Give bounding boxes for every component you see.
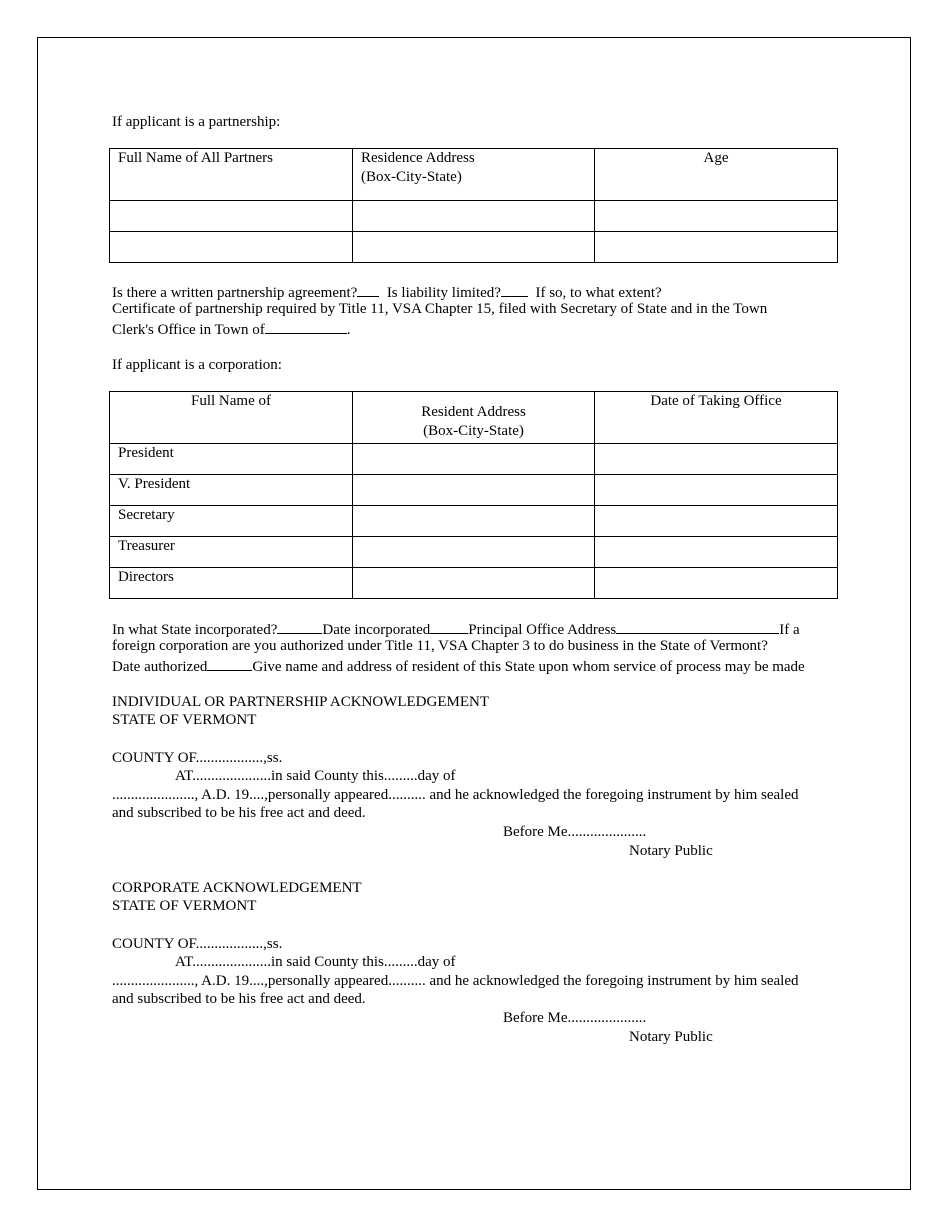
partner-age-cell[interactable] [595,201,838,232]
corporate-ack-title: CORPORATE ACKNOWLEDGEMENT [112,880,362,896]
officer-date-cell[interactable] [595,506,838,537]
partner-address-cell[interactable] [353,201,595,232]
partner-name-cell[interactable] [110,201,353,232]
officer-address-cell[interactable] [353,568,595,599]
table-row [110,537,838,568]
corporate-ack-county: COUNTY OF..................,ss. [112,936,283,952]
state-incorporated-label: In what State incorporated? [112,622,278,638]
officers-name-header: Full Name of [110,392,353,444]
officer-address-cell[interactable] [353,537,595,568]
officer-title-vice-president: V. President [110,475,353,506]
officers-address-header [353,392,595,444]
principal-office-label: Principal Office Address [468,622,617,638]
state-incorporated-blank[interactable] [277,619,322,634]
partners-age-header: Age [595,149,838,201]
principal-office-blank[interactable] [616,619,779,634]
officer-title-treasurer: Treasurer [110,537,353,568]
corporate-ack-notary: Notary Public [629,1029,713,1045]
officers-date-header: Date of Taking Office [595,392,838,444]
date-incorporated-label: Date incorporated [322,622,431,638]
officer-address-cell[interactable] [353,444,595,475]
partner-address-cell[interactable] [353,232,595,263]
corporate-ack-before-me: Before Me..................... [503,1010,647,1026]
foreign-if-label: If a [779,622,800,638]
certificate-line: Certificate of partnership required by Title 11, VSA Chapter 15, filed with Secretary of State and in the Town [112,301,768,317]
town-blank[interactable] [265,319,347,334]
individual-ack-notary: Notary Public [629,843,713,859]
partners-address-header [353,149,595,201]
table-row [110,506,838,537]
officer-date-cell[interactable] [595,568,838,599]
individual-ack-title: INDIVIDUAL OR PARTNERSHIP ACKNOWLEDGEMENT [112,694,490,710]
individual-ack-at: AT.....................in said County this.........day of [175,768,456,784]
partners-address-header-line1: Residence Address [361,150,475,166]
service-of-process-label: Give name and address of resident of this State upon whom service of process may be made [252,659,805,675]
date-authorized-line [112,656,805,676]
officers-address-header-line2: (Box-City-State) [423,423,524,439]
corporate-ack-line2: and subscribed to be his free act and deed. [112,991,366,1007]
corporation-intro: If applicant is a corporation: [112,357,282,373]
partner-age-cell[interactable] [595,232,838,263]
partners-address-header-line2: (Box-City-State) [361,169,462,185]
table-row [110,568,838,599]
liability-question: Is liability limited? [386,285,501,301]
date-authorized-label: Date authorized [112,659,208,675]
corporate-ack-at: AT.....................in said County this.........day of [175,954,456,970]
partnership-question-line1 [112,282,662,302]
partners-table [109,148,838,263]
agreement-question: Is there a written partnership agreement? [112,285,358,301]
individual-ack-line1: ......................, A.D. 19....,personally appeared.......... and he acknowledged the foregoing instrument by him sealed [112,787,799,803]
officers-address-header-line1: Resident Address [421,404,526,420]
officer-date-cell[interactable] [595,444,838,475]
partner-name-cell[interactable] [110,232,353,263]
date-authorized-blank[interactable] [207,656,252,671]
officer-title-directors: Directors [110,568,353,599]
corporate-ack-line1: ......................, A.D. 19....,personally appeared.......... and he acknowledged the foregoing instrument by him sealed [112,973,799,989]
clerk-office-label: Clerk's Office in Town of [112,322,265,338]
individual-ack-before-me: Before Me..................... [503,824,647,840]
table-row [110,475,838,506]
table-row [110,444,838,475]
clerk-office-line [112,319,351,339]
liability-blank[interactable] [501,282,528,297]
officers-table [109,391,838,599]
table-row [110,201,838,232]
foreign-corporation-line: foreign corporation are you authorized under Title 11, VSA Chapter 3 to do business in the State of Vermont? [112,638,768,654]
partners-name-header: Full Name of All Partners [110,149,353,201]
officer-date-cell[interactable] [595,537,838,568]
officer-date-cell[interactable] [595,475,838,506]
clerk-office-period: . [346,322,351,338]
agreement-blank[interactable] [357,282,379,297]
officer-title-secretary: Secretary [110,506,353,537]
partnership-intro: If applicant is a partnership: [112,114,281,130]
individual-ack-line2: and subscribed to be his free act and deed. [112,805,366,821]
corporate-ack-state: STATE OF VERMONT [112,898,257,914]
incorporation-question-line1 [112,619,800,639]
extent-question: If so, to what extent? [535,285,662,301]
date-incorporated-blank[interactable] [430,619,468,634]
officer-title-president: President [110,444,353,475]
table-row [110,232,838,263]
individual-ack-county: COUNTY OF..................,ss. [112,750,283,766]
officer-address-cell[interactable] [353,506,595,537]
individual-ack-state: STATE OF VERMONT [112,712,257,728]
officer-address-cell[interactable] [353,475,595,506]
